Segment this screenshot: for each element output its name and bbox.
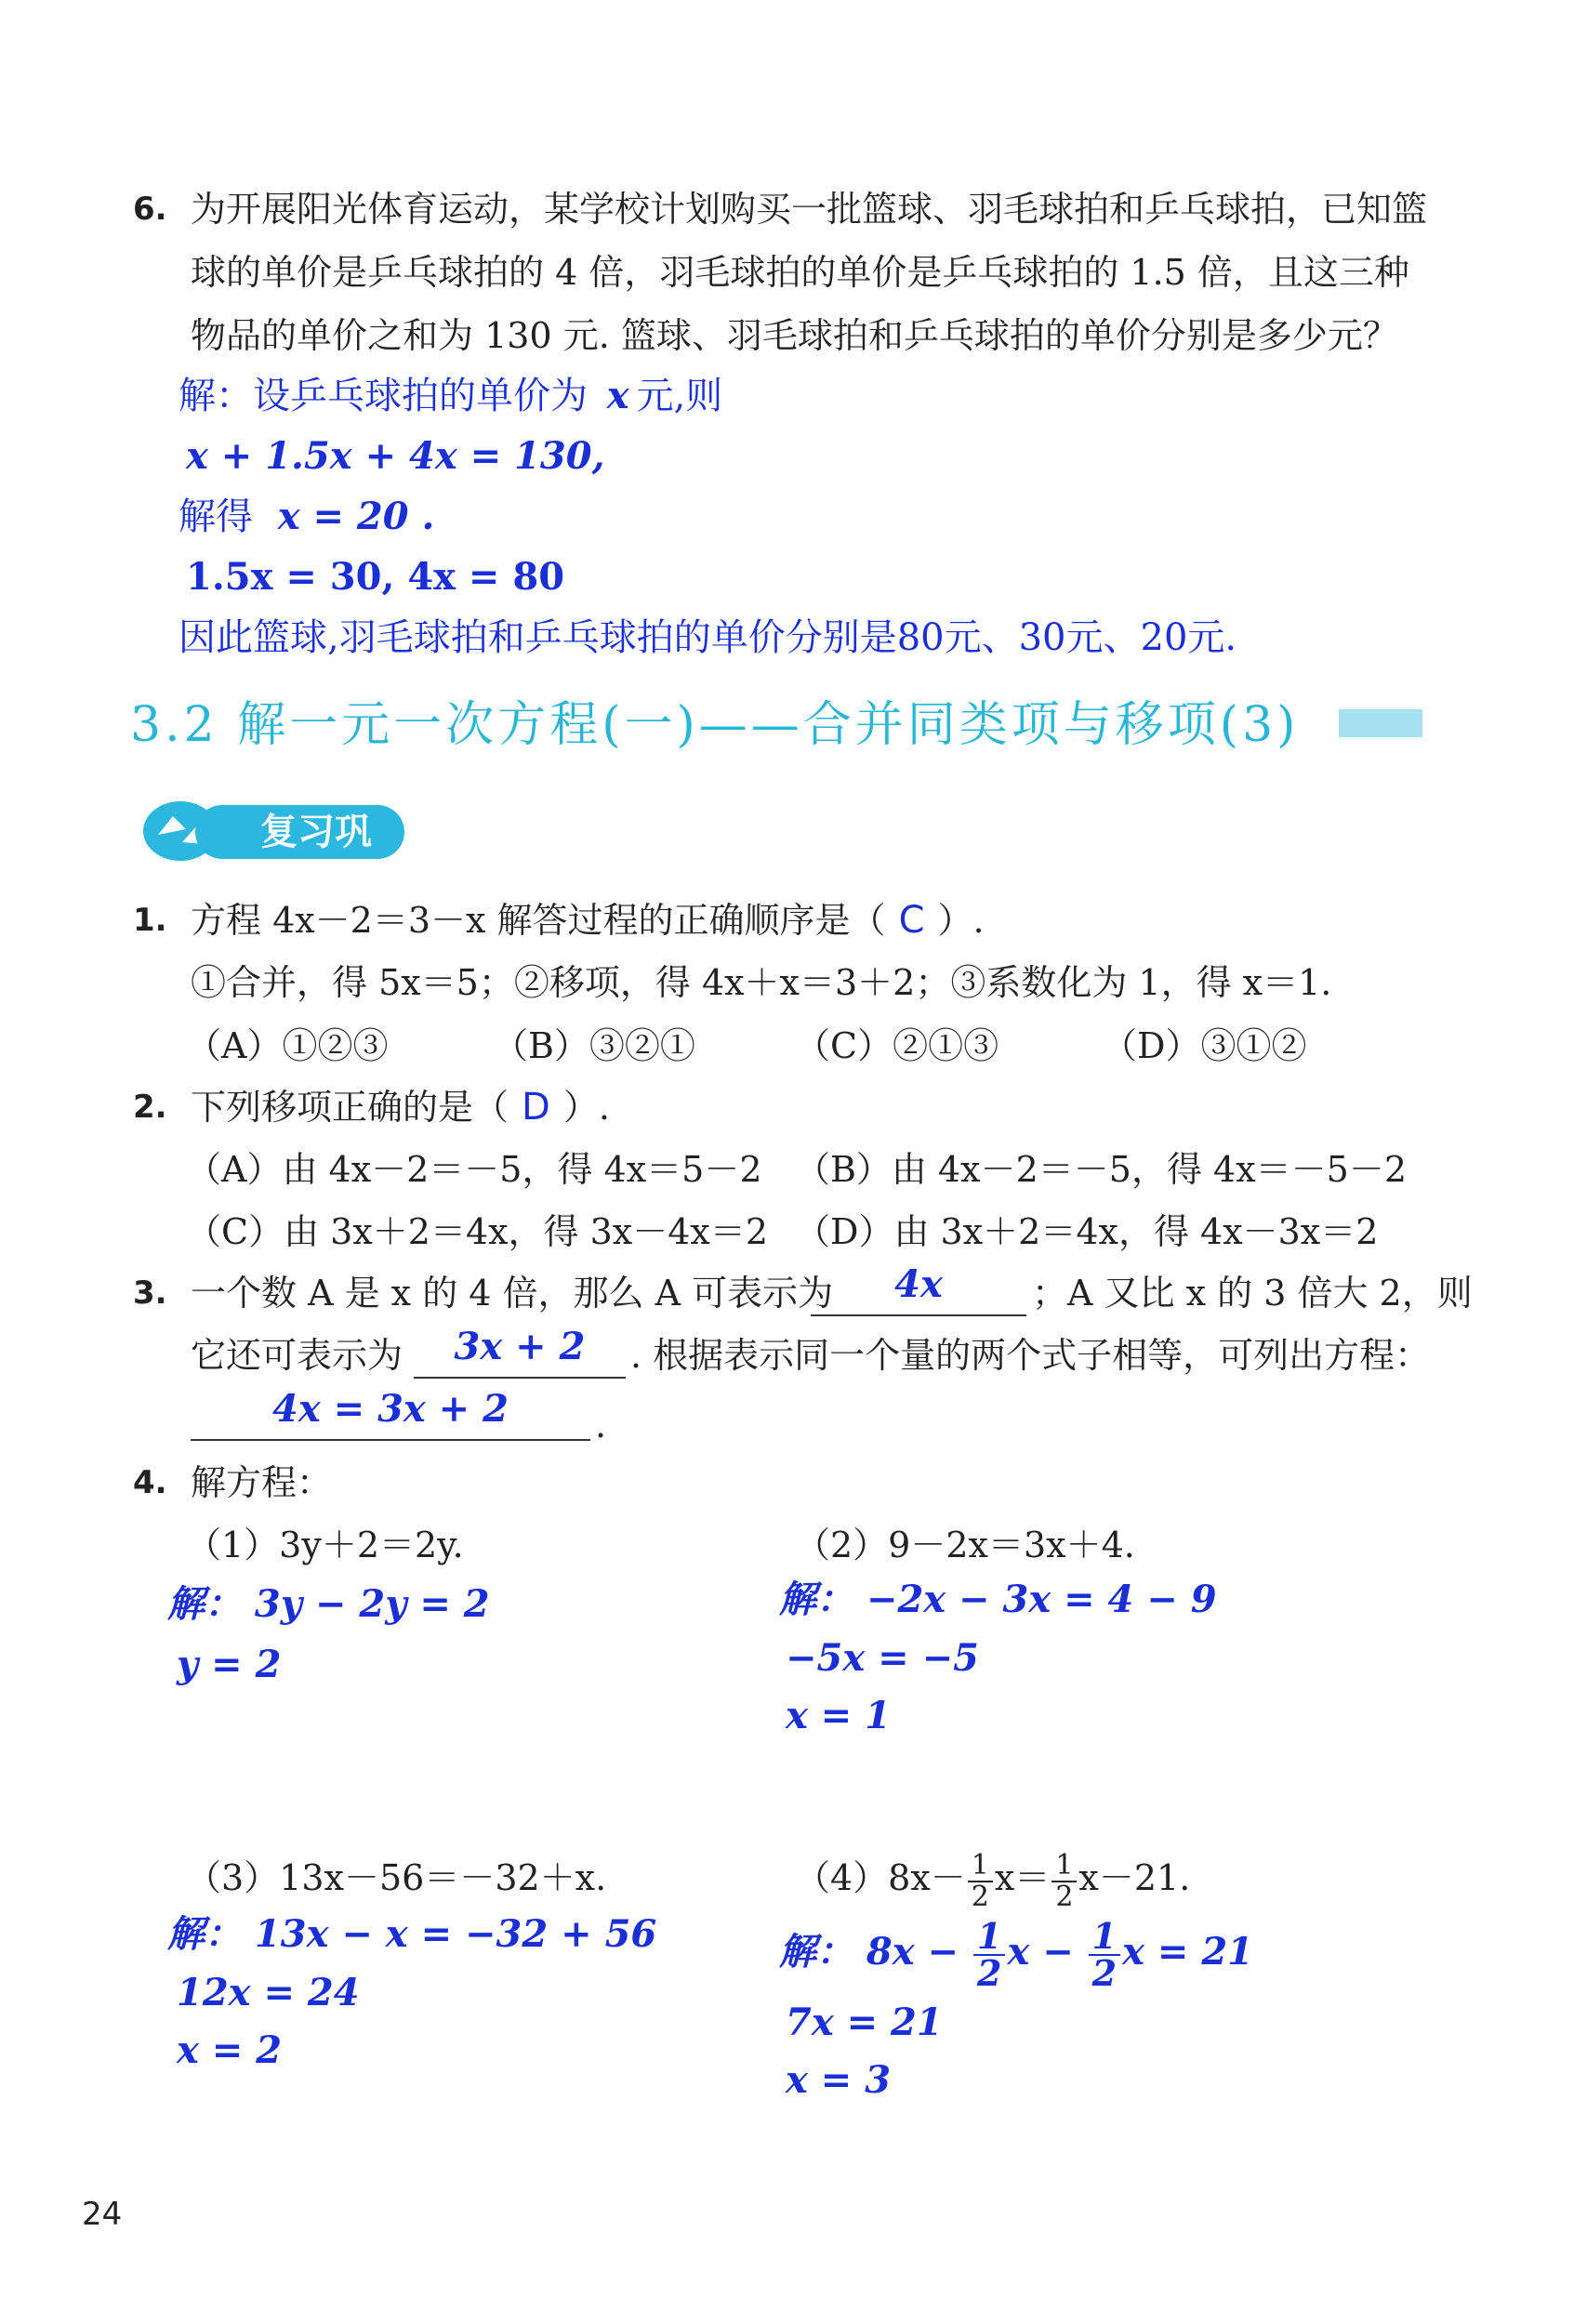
q6-stem-line2: 球的单价是乒乓球拍的 4 倍，羽毛球拍的单价是乒乓球拍的 1.5 倍，且这三种 [191, 252, 1409, 293]
q4-part1-label: （1）3y＋2＝2y. [186, 1525, 464, 1565]
q2-stem-text: 下列移项正确的是（ [191, 1087, 509, 1128]
q4-part4-label-a: （4）8x－ [795, 1857, 966, 1898]
q4-part2-answer1: 解： −2x − 3x = 4 − 9 [779, 1578, 1217, 1621]
q3-blank1 [811, 1262, 1026, 1316]
q1-stem [191, 897, 985, 944]
q6-answer-line3 [179, 493, 434, 541]
q6-answer-values: 1.5x = 30, 4x = 80 [186, 555, 565, 599]
q1-answer: C [898, 899, 925, 942]
q6-stem-line1: 为开展阳光体育运动，某学校计划购买一批篮球、羽毛球拍和乒乓球拍，已知篮 [191, 189, 1428, 230]
q4-number: 4. [133, 1464, 167, 1501]
q3-part3: 它还可表示为 [191, 1335, 403, 1376]
q1-stem-text: 方程 4x－2＝3－x 解答过程的正确顺序是（ [191, 900, 886, 941]
q6-answer-solve-label: 解得 [179, 495, 253, 538]
q3-blank3 [191, 1387, 590, 1441]
q4-part4-answer-frac2-den: 2 [1091, 1952, 1118, 1994]
q4-part4-answer1-post: x = 21 [1122, 1930, 1253, 1974]
q1-number: 1. [133, 902, 167, 939]
q4-part3-label: （3）13x－56＝－32＋x. [186, 1857, 607, 1898]
q4-part4-label [795, 1845, 1190, 1912]
q1-option-a: （A）①②③ [186, 1025, 389, 1066]
page-number: 24 [82, 2196, 123, 2233]
q4-stem: 解方程： [191, 1462, 333, 1503]
q6-answer-intro: 解：设乒乓球拍的单价为 [179, 375, 588, 417]
q4-part1-answer1: 解： 3y − 2y = 2 [167, 1582, 490, 1626]
q4-part4-label-fraction1 [968, 1848, 993, 1913]
q3-blank1-answer: 4x [894, 1262, 943, 1306]
q6-answer-solution: x = 20 . [277, 495, 435, 538]
q1-option-b: （B）③②① [493, 1025, 695, 1066]
q3-part5: . [595, 1405, 607, 1446]
q4-part4-answer2: 7x = 21 [786, 2000, 943, 2044]
q3-part2: ；A 又比 x 的 3 倍大 2，则 [1032, 1273, 1473, 1314]
q3-blank2-answer: 3x + 2 [454, 1325, 586, 1368]
q4-part4-answer-frac1-den: 2 [976, 1952, 1002, 1994]
q4-part4-label-frac1-den: 2 [971, 1880, 989, 1913]
q3-blank3-answer: 4x = 3x + 2 [272, 1387, 509, 1431]
q3-number: 3. [133, 1274, 167, 1312]
q6-answer-conclusion: 因此篮球,羽毛球拍和乒乓球拍的单价分别是80元、30元、20元. [179, 616, 1237, 659]
q6-answer-variable: x [606, 374, 629, 417]
q2-option-b: （B）由 4x－2＝－5，得 4x＝－5－2 [795, 1149, 1408, 1190]
q4-part3-answer1: 解： 13x − x = −32 + 56 [167, 1912, 657, 1956]
q4-part4-answer1-pre: 解： 8x − [779, 1930, 972, 1974]
section-title-bar [1339, 709, 1422, 737]
q2-option-c: （C）由 3x＋2＝4x，得 3x－4x＝2 [186, 1211, 769, 1252]
q4-part4-answer-fraction2 [1089, 1915, 1120, 1994]
q4-part4-answer1 [779, 1915, 1253, 1994]
q2-option-a: （A）由 4x－2＝－5，得 4x＝5－2 [186, 1149, 762, 1190]
q4-part4-answer-fraction1 [973, 1915, 1005, 1994]
q4-part4-label-frac1-num: 1 [968, 1851, 993, 1882]
q3-blank2 [414, 1325, 626, 1379]
q6-answer-equation: x + 1.5x + 4x = 130, [186, 434, 605, 478]
q1-stem-end: ）. [937, 900, 985, 941]
q2-stem-end: ）. [562, 1087, 610, 1128]
q1-option-d: （D）③①② [1102, 1025, 1307, 1066]
q4-part4-answer-frac2-num: 1 [1089, 1919, 1120, 1956]
q4-part2-answer2: −5x = −5 [786, 1636, 979, 1680]
q2-stem [191, 1084, 610, 1130]
q2-option-d: （D）由 3x＋2＝4x，得 4x－3x＝2 [795, 1211, 1379, 1252]
q4-part4-label-frac2-num: 1 [1051, 1851, 1077, 1882]
q1-option-c: （C）②①③ [795, 1025, 999, 1066]
q4-part4-label-frac2-den: 2 [1055, 1880, 1074, 1913]
q4-part4-label-fraction2 [1051, 1848, 1077, 1913]
q3-part1: 一个数 A 是 x 的 4 倍，那么 A 可表示为 [191, 1273, 834, 1314]
q4-part2-answer3: x = 1 [786, 1694, 892, 1737]
q4-part3-answer2: 12x = 24 [177, 1971, 360, 2014]
q4-part4-answer-frac1-num: 1 [973, 1919, 1005, 1956]
q4-part4-answer3: x = 3 [786, 2058, 892, 2102]
q6-answer-unit: 元,则 [636, 375, 723, 417]
q6-answer-line1 [179, 372, 722, 420]
review-badge-label: 复习巩固 [195, 805, 404, 859]
q4-part4-label-c: x－21. [1078, 1857, 1191, 1898]
q6-number: 6. [133, 191, 167, 228]
q4-part3-answer3: x = 2 [177, 2028, 283, 2072]
q3-part4: . 根据表示同一个量的两个式子相等，可列出方程： [630, 1335, 1431, 1376]
q1-steps: ①合并，得 5x＝5；②移项，得 4x＋x＝3＋2；③系数化为 1，得 x＝1. [191, 962, 1332, 1003]
q2-number: 2. [133, 1089, 167, 1126]
q4-part4-label-b: x＝ [994, 1857, 1051, 1898]
q4-part1-answer2: y = 2 [177, 1643, 282, 1686]
q6-stem-line3: 物品的单价之和为 130 元. 篮球、羽毛球拍和乒乓球拍的单价分别是多少元？ [191, 315, 1398, 356]
section-title: 3.2 解一元一次方程(一)——合并同类项与移项(3) [130, 697, 1300, 753]
q2-answer: D [522, 1086, 550, 1129]
review-badge [139, 798, 409, 907]
q4-part2-label: （2）9－2x＝3x＋4. [795, 1525, 1135, 1565]
q4-part4-answer1-mid: x − [1007, 1930, 1087, 1974]
